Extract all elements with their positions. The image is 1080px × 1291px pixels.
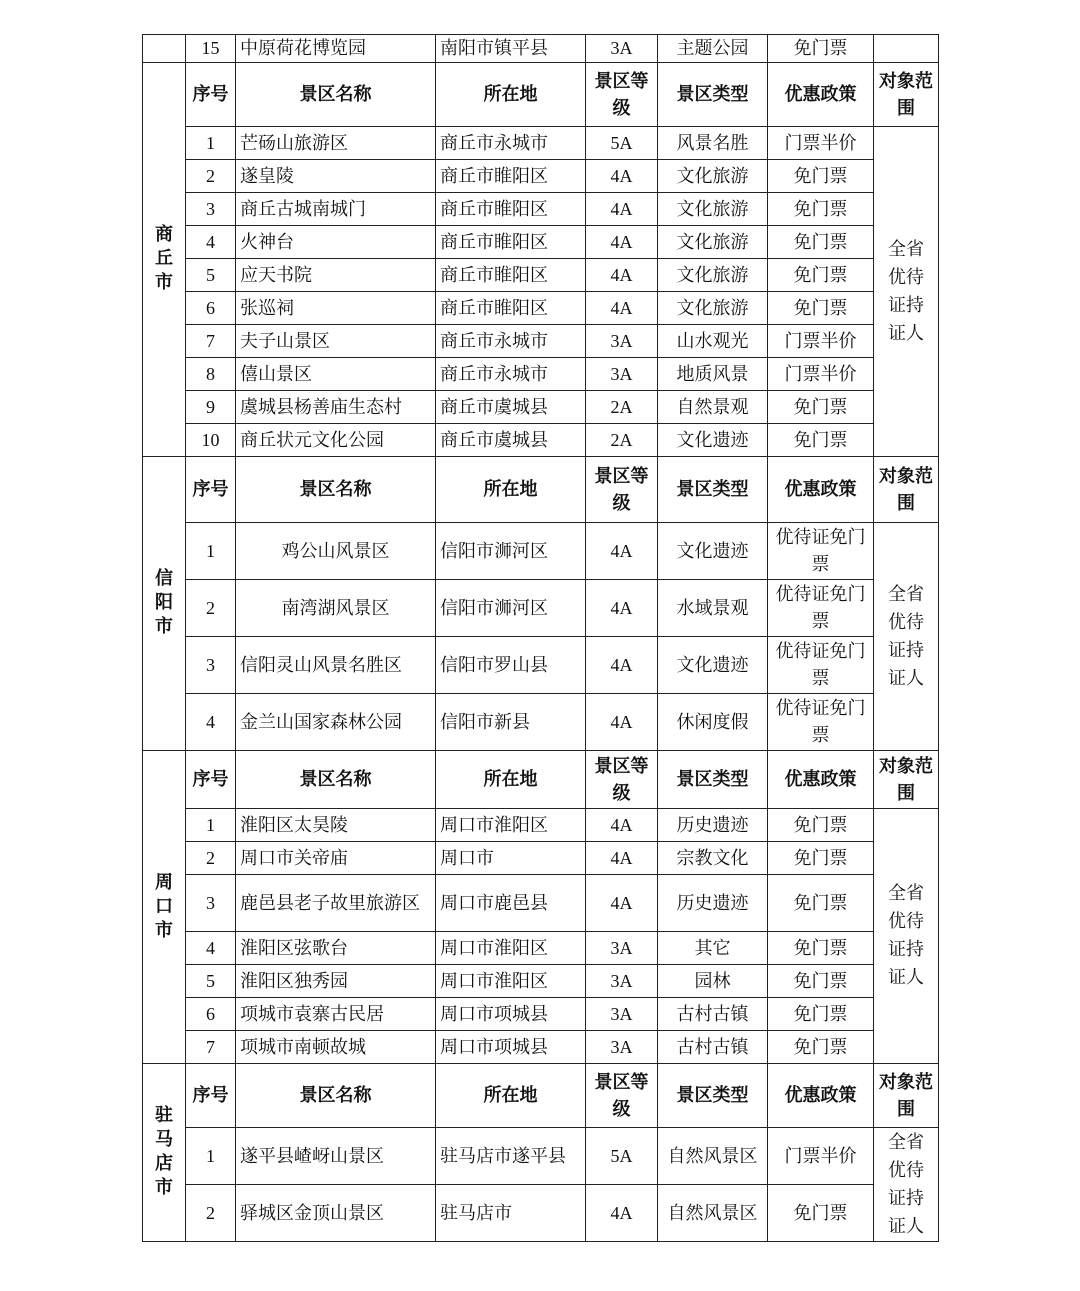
row-policy: 免门票 — [768, 226, 874, 259]
row-type: 文化旅游 — [658, 259, 768, 292]
scope-label: 全省优待证持证人 — [888, 1131, 924, 1237]
row-type: 自然景观 — [658, 391, 768, 424]
row-type: 水域景观 — [658, 580, 768, 637]
row-grade: 4A — [586, 226, 658, 259]
row-grade: 4A — [586, 1185, 658, 1242]
row-name: 淮阳区弦歌台 — [236, 932, 436, 965]
row-index: 2 — [186, 1185, 236, 1242]
table-row — [143, 391, 939, 424]
table-row — [143, 998, 939, 1031]
row-policy: 免门票 — [768, 1031, 874, 1064]
row-name: 张巡祠 — [236, 292, 436, 325]
row-location: 信阳市新县 — [436, 694, 586, 751]
header-grade: 景区等级 — [586, 1064, 658, 1128]
table-row — [143, 1128, 939, 1185]
row-index: 2 — [186, 160, 236, 193]
scope-cell-shangqiu — [874, 127, 939, 457]
row-policy: 免门票 — [768, 875, 874, 932]
row-type: 主题公园 — [658, 35, 768, 63]
row-type: 自然风景区 — [658, 1185, 768, 1242]
row-grade: 3A — [586, 998, 658, 1031]
row-index: 1 — [186, 127, 236, 160]
row-name: 夫子山景区 — [236, 325, 436, 358]
row-policy: 优待证免门票 — [768, 580, 874, 637]
header-index: 序号 — [186, 751, 236, 809]
row-name: 淮阳区独秀园 — [236, 965, 436, 998]
city-cell-xinyang — [143, 457, 186, 751]
table-row — [143, 875, 939, 932]
row-grade: 3A — [586, 1031, 658, 1064]
header-row — [143, 751, 939, 809]
table-row — [143, 292, 939, 325]
row-index: 4 — [186, 226, 236, 259]
header-type: 景区类型 — [658, 63, 768, 127]
row-location: 信阳市浉河区 — [436, 523, 586, 580]
row-name: 应天书院 — [236, 259, 436, 292]
scope-label: 全省优待证持证人 — [888, 238, 924, 344]
row-name: 项城市南顿故城 — [236, 1031, 436, 1064]
row-grade: 4A — [586, 523, 658, 580]
row-location: 周口市 — [436, 842, 586, 875]
row-grade: 3A — [586, 358, 658, 391]
row-location: 驻马店市 — [436, 1185, 586, 1242]
row-type: 古村古镇 — [658, 998, 768, 1031]
table-row — [143, 160, 939, 193]
row-grade: 4A — [586, 842, 658, 875]
table-row — [143, 580, 939, 637]
row-name: 商丘状元文化公园 — [236, 424, 436, 457]
row-grade: 4A — [586, 809, 658, 842]
row-grade: 3A — [586, 325, 658, 358]
row-index: 1 — [186, 809, 236, 842]
table-row — [143, 424, 939, 457]
row-location: 周口市淮阳区 — [436, 809, 586, 842]
row-location: 周口市淮阳区 — [436, 965, 586, 998]
row-location: 南阳市镇平县 — [436, 35, 586, 63]
header-name: 景区名称 — [236, 751, 436, 809]
row-type: 休闲度假 — [658, 694, 768, 751]
row-location: 周口市淮阳区 — [436, 932, 586, 965]
row-grade: 3A — [586, 932, 658, 965]
header-type: 景区类型 — [658, 457, 768, 523]
table-row — [143, 809, 939, 842]
row-policy: 免门票 — [768, 965, 874, 998]
row-grade: 4A — [586, 637, 658, 694]
row-policy: 门票半价 — [768, 325, 874, 358]
header-row — [143, 1064, 939, 1128]
row-grade: 3A — [586, 35, 658, 63]
row-index: 3 — [186, 193, 236, 226]
row-index: 2 — [186, 842, 236, 875]
scope-cell-empty — [874, 35, 939, 63]
row-index: 9 — [186, 391, 236, 424]
row-index: 3 — [186, 875, 236, 932]
table-row — [143, 259, 939, 292]
header-index: 序号 — [186, 457, 236, 523]
row-location: 信阳市浉河区 — [436, 580, 586, 637]
table-row — [143, 965, 939, 998]
row-location: 商丘市睢阳区 — [436, 292, 586, 325]
row-grade: 4A — [586, 580, 658, 637]
row-name: 商丘古城南城门 — [236, 193, 436, 226]
header-policy: 优惠政策 — [768, 63, 874, 127]
header-name: 景区名称 — [236, 63, 436, 127]
row-policy: 门票半价 — [768, 127, 874, 160]
scenic-spot-table — [142, 34, 939, 1242]
scope-label: 全省优待证持证人 — [888, 883, 924, 988]
row-policy: 门票半价 — [768, 1128, 874, 1185]
scope-cell-zhoukou — [874, 809, 939, 1064]
table-row — [143, 637, 939, 694]
row-name: 遂平县嵖岈山景区 — [236, 1128, 436, 1185]
row-policy: 门票半价 — [768, 358, 874, 391]
row-grade: 4A — [586, 875, 658, 932]
city-cell-zhoukou — [143, 751, 186, 1064]
row-type: 文化旅游 — [658, 292, 768, 325]
city-cell-zhumadian — [143, 1064, 186, 1242]
row-index: 4 — [186, 694, 236, 751]
row-type: 文化遗迹 — [658, 523, 768, 580]
header-scope: 对象范围 — [874, 1064, 939, 1128]
row-index: 2 — [186, 580, 236, 637]
row-location: 周口市鹿邑县 — [436, 875, 586, 932]
row-location: 周口市项城县 — [436, 998, 586, 1031]
header-type: 景区类型 — [658, 1064, 768, 1128]
row-location: 商丘市虞城县 — [436, 391, 586, 424]
header-policy: 优惠政策 — [768, 457, 874, 523]
scope-cell-xinyang — [874, 523, 939, 751]
row-name: 金兰山国家森林公园 — [236, 694, 436, 751]
row-policy: 优待证免门票 — [768, 694, 874, 751]
row-name: 驿城区金顶山景区 — [236, 1185, 436, 1242]
row-grade: 4A — [586, 160, 658, 193]
row-type: 文化旅游 — [658, 193, 768, 226]
row-index: 7 — [186, 1031, 236, 1064]
header-scope: 对象范围 — [874, 457, 939, 523]
row-type: 自然风景区 — [658, 1128, 768, 1185]
row-type: 宗教文化 — [658, 842, 768, 875]
row-index: 3 — [186, 637, 236, 694]
row-location: 周口市项城县 — [436, 1031, 586, 1064]
row-index: 6 — [186, 292, 236, 325]
row-policy: 免门票 — [768, 424, 874, 457]
row-policy: 免门票 — [768, 998, 874, 1031]
city-label: 周口市 — [155, 871, 173, 941]
row-location: 商丘市睢阳区 — [436, 226, 586, 259]
row-type: 古村古镇 — [658, 1031, 768, 1064]
header-grade: 景区等级 — [586, 63, 658, 127]
row-type: 园林 — [658, 965, 768, 998]
row-grade: 3A — [586, 965, 658, 998]
row-grade: 4A — [586, 193, 658, 226]
row-grade: 4A — [586, 292, 658, 325]
row-type: 地质风景 — [658, 358, 768, 391]
row-index: 5 — [186, 965, 236, 998]
row-type: 文化旅游 — [658, 160, 768, 193]
row-grade: 4A — [586, 694, 658, 751]
row-policy: 优待证免门票 — [768, 523, 874, 580]
table-row — [143, 1031, 939, 1064]
city-cell-empty — [143, 35, 186, 63]
row-index: 10 — [186, 424, 236, 457]
row-location: 驻马店市遂平县 — [436, 1128, 586, 1185]
header-location: 所在地 — [436, 751, 586, 809]
table-row — [143, 193, 939, 226]
row-name: 虞城县杨善庙生态村 — [236, 391, 436, 424]
row-index: 7 — [186, 325, 236, 358]
row-policy: 免门票 — [768, 193, 874, 226]
row-location: 商丘市睢阳区 — [436, 160, 586, 193]
row-index: 4 — [186, 932, 236, 965]
row-policy: 免门票 — [768, 292, 874, 325]
city-label: 商丘市 — [155, 224, 173, 293]
header-scope: 对象范围 — [874, 751, 939, 809]
row-location: 商丘市永城市 — [436, 127, 586, 160]
header-grade: 景区等级 — [586, 457, 658, 523]
row-location: 商丘市永城市 — [436, 325, 586, 358]
header-index: 序号 — [186, 63, 236, 127]
row-index: 5 — [186, 259, 236, 292]
row-name: 南湾湖风景区 — [236, 580, 436, 637]
row-name: 周口市关帝庙 — [236, 842, 436, 875]
row-index: 6 — [186, 998, 236, 1031]
table-row — [143, 932, 939, 965]
row-name: 遂皇陵 — [236, 160, 436, 193]
row-location: 信阳市罗山县 — [436, 637, 586, 694]
city-cell-shangqiu — [143, 63, 186, 457]
header-location: 所在地 — [436, 63, 586, 127]
row-grade: 5A — [586, 127, 658, 160]
table-row — [143, 694, 939, 751]
header-location: 所在地 — [436, 457, 586, 523]
row-policy: 免门票 — [768, 391, 874, 424]
row-name: 鹿邑县老子故里旅游区 — [236, 875, 436, 932]
row-type: 山水观光 — [658, 325, 768, 358]
row-policy: 免门票 — [768, 35, 874, 63]
header-grade: 景区等级 — [586, 751, 658, 809]
row-type: 文化旅游 — [658, 226, 768, 259]
header-name: 景区名称 — [236, 457, 436, 523]
row-grade: 5A — [586, 1128, 658, 1185]
row-name: 信阳灵山风景名胜区 — [236, 637, 436, 694]
row-policy: 免门票 — [768, 842, 874, 875]
row-name: 僖山景区 — [236, 358, 436, 391]
row-index: 1 — [186, 1128, 236, 1185]
table-row — [143, 325, 939, 358]
header-location: 所在地 — [436, 1064, 586, 1128]
row-type: 历史遗迹 — [658, 809, 768, 842]
row-name: 中原荷花博览园 — [236, 35, 436, 63]
table-row — [143, 127, 939, 160]
row-type: 文化遗迹 — [658, 424, 768, 457]
row-type: 历史遗迹 — [658, 875, 768, 932]
row-policy: 免门票 — [768, 259, 874, 292]
row-policy: 优待证免门票 — [768, 637, 874, 694]
row-name: 芒砀山旅游区 — [236, 127, 436, 160]
row-location: 商丘市永城市 — [436, 358, 586, 391]
row-name: 项城市袁寨古民居 — [236, 998, 436, 1031]
table-row — [143, 35, 939, 63]
row-policy: 免门票 — [768, 809, 874, 842]
row-grade: 2A — [586, 424, 658, 457]
row-policy: 免门票 — [768, 1185, 874, 1242]
city-label: 驻马店市 — [155, 1105, 173, 1198]
header-policy: 优惠政策 — [768, 751, 874, 809]
header-index: 序号 — [186, 1064, 236, 1128]
header-policy: 优惠政策 — [768, 1064, 874, 1128]
row-type: 其它 — [658, 932, 768, 965]
row-location: 商丘市睢阳区 — [436, 193, 586, 226]
header-name: 景区名称 — [236, 1064, 436, 1128]
table-row — [143, 1185, 939, 1242]
row-type: 文化遗迹 — [658, 637, 768, 694]
row-location: 商丘市睢阳区 — [436, 259, 586, 292]
row-index: 1 — [186, 523, 236, 580]
header-row — [143, 63, 939, 127]
row-location: 商丘市虞城县 — [436, 424, 586, 457]
header-type: 景区类型 — [658, 751, 768, 809]
table-row — [143, 523, 939, 580]
table-row — [143, 842, 939, 875]
header-row — [143, 457, 939, 523]
row-name: 火神台 — [236, 226, 436, 259]
row-index: 8 — [186, 358, 236, 391]
scope-label: 全省优待证持证人 — [888, 583, 924, 689]
row-policy: 免门票 — [768, 160, 874, 193]
header-scope: 对象范围 — [874, 63, 939, 127]
row-grade: 4A — [586, 259, 658, 292]
scope-cell-zhumadian — [874, 1128, 939, 1242]
row-name: 鸡公山风景区 — [236, 523, 436, 580]
row-index: 15 — [186, 35, 236, 63]
row-policy: 免门票 — [768, 932, 874, 965]
row-type: 风景名胜 — [658, 127, 768, 160]
table-row — [143, 226, 939, 259]
city-label: 信阳市 — [155, 568, 173, 637]
row-grade: 2A — [586, 391, 658, 424]
row-name: 淮阳区太昊陵 — [236, 809, 436, 842]
table-row — [143, 358, 939, 391]
